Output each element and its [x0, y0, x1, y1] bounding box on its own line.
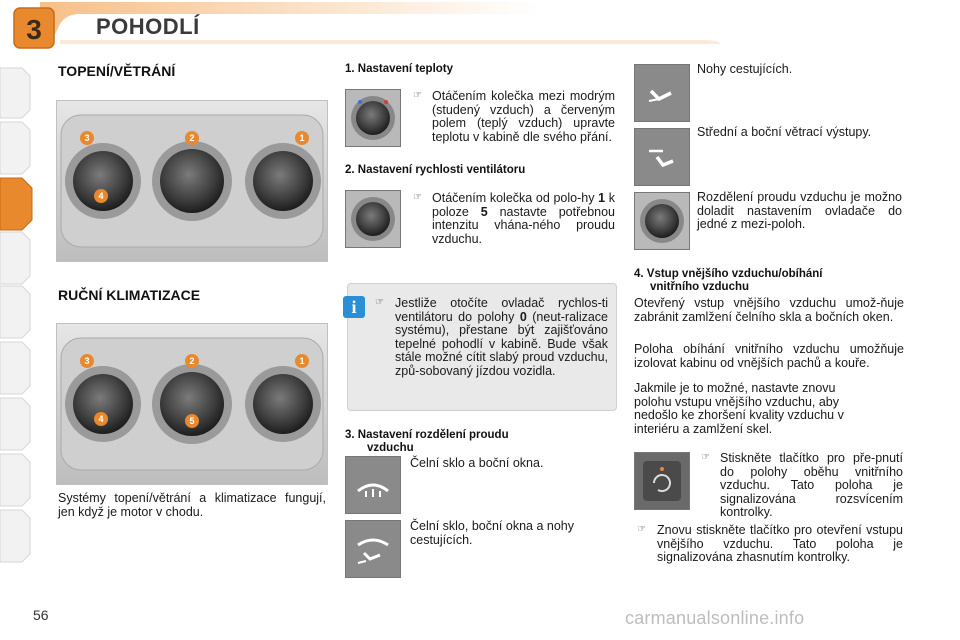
feet-airflow-icon [634, 64, 690, 122]
section-3-title: 3. Nastavení rozdělení proudu vzduchu [345, 429, 509, 454]
section-2-text: Otáčením kolečka od polo-hy 1 k poloze 5 nastavte potřebnou intenzitu vhána-ného proudu vzduchu. [432, 191, 616, 246]
s4-paragraph-2: Poloha obíhání vnitřního vzduchu umožňuje izolovat kabinu od vnějších pachů a kouře. [634, 342, 904, 370]
manual-ac-panel-photo [56, 323, 328, 485]
heating-label-3: 3 [84, 133, 90, 143]
chapter-badge [12, 6, 56, 50]
section-1-title: 1. Nastavení teploty [345, 63, 454, 75]
s4-paragraph-1: Otevřený vstup vnějšího vzduchu umož-ňuje zabránit zamlžení čelního skla a bočních oken. [634, 296, 904, 324]
section-1-text: Otáčením kolečka mezi modrým (studený vzduch) a červeným polem (teplý vzduch) upravte teplotu v kabině dle svého přání. [432, 89, 615, 144]
heating-label-2: 2 [189, 133, 195, 143]
s4-bullet-2: Znovu stiskněte tlačítko pro otevření vstupu vnějšího vzduchu. Tato poloha je signalizována zhasnutím kontrolky. [657, 523, 903, 564]
side-tab-active [0, 178, 32, 230]
item-feet: Nohy cestujících. [697, 62, 793, 76]
pointing-hand-icon: ☞ [413, 192, 422, 203]
chapter-side-tabs[interactable] [0, 60, 34, 580]
temperature-knob-photo [345, 89, 401, 147]
s3-item-windscreen-feet: Čelní sklo, boční okna a nohy cestujících. [410, 519, 574, 547]
item-vents: Střední a boční větrací výstupy. [697, 125, 872, 139]
heating-section-title: TOPENÍ/VĚTRÁNÍ [58, 63, 176, 79]
chapter-number: 3 [26, 14, 42, 45]
ac-label-5: 5 [189, 416, 195, 426]
info-text: Jestliže otočíte ovladač rychlos-ti ventilátoru do polohy 0 (neut-ralizace systému), přestane být zajišťováno tepelné pohodlí v kabině. Bude však stále možné cítit slabý proud vzduchu, způ-sobovaný jízdou vozidla. [395, 296, 608, 378]
windscreen-feet-icon [345, 520, 401, 578]
watermark: carmanualsonline.info [625, 608, 805, 628]
engine-running-note: Systémy topení/větrání a klimatizace fungují, jen když je motor v chodu. [58, 491, 326, 519]
page-number: 56 [33, 607, 49, 623]
pointing-hand-icon: ☞ [637, 524, 646, 535]
fan-speed-knob-photo [345, 190, 401, 248]
section-2-title: 2. Nastavení rychlosti ventilátoru [345, 164, 526, 176]
pointing-hand-icon: ☞ [701, 452, 710, 463]
section-4-title: 4. Vstup vnějšího vzduchu/obíhání vnitřního vzduchu [634, 268, 823, 293]
chapter-title: POHODLÍ [96, 14, 200, 39]
recirculation-button-icon [634, 452, 690, 510]
manual-ac-section-title: RUČNÍ KLIMATIZACE [58, 287, 201, 303]
s3-item-windscreen: Čelní sklo a boční okna. [410, 456, 544, 470]
heating-label-1: 1 [299, 133, 305, 143]
item-distribution: Rozdělení proudu vzduchu je možno doladit nastavením ovladače do jedné z mezi-poloh. [697, 190, 902, 231]
heating-label-4: 4 [98, 191, 104, 201]
ac-label-3: 3 [84, 356, 90, 366]
ac-label-2: 2 [189, 356, 195, 366]
s4-bullet-1: Stiskněte tlačítko pro pře-pnutí do polohy oběhu vnitřního vzduchu. Tato poloha je signalizována rozsvícením kontrolky. [720, 451, 903, 519]
s4-paragraph-3: Jakmile je to možné, nastavte znovu polohu vstupu vnějšího vzduchu, aby nedošlo ke zhoršení kvality vzduchu v interiéru a zamlžení skel. [634, 381, 844, 436]
ac-label-1: 1 [299, 356, 305, 366]
pointing-hand-icon: ☞ [375, 297, 384, 308]
heating-panel-photo [56, 100, 328, 262]
info-icon: i [343, 296, 365, 318]
face-vents-icon [634, 128, 690, 186]
windscreen-defrost-icon [345, 456, 401, 514]
pointing-hand-icon: ☞ [413, 90, 422, 101]
ac-label-4: 4 [98, 414, 104, 424]
distribution-knob-photo [634, 192, 690, 250]
